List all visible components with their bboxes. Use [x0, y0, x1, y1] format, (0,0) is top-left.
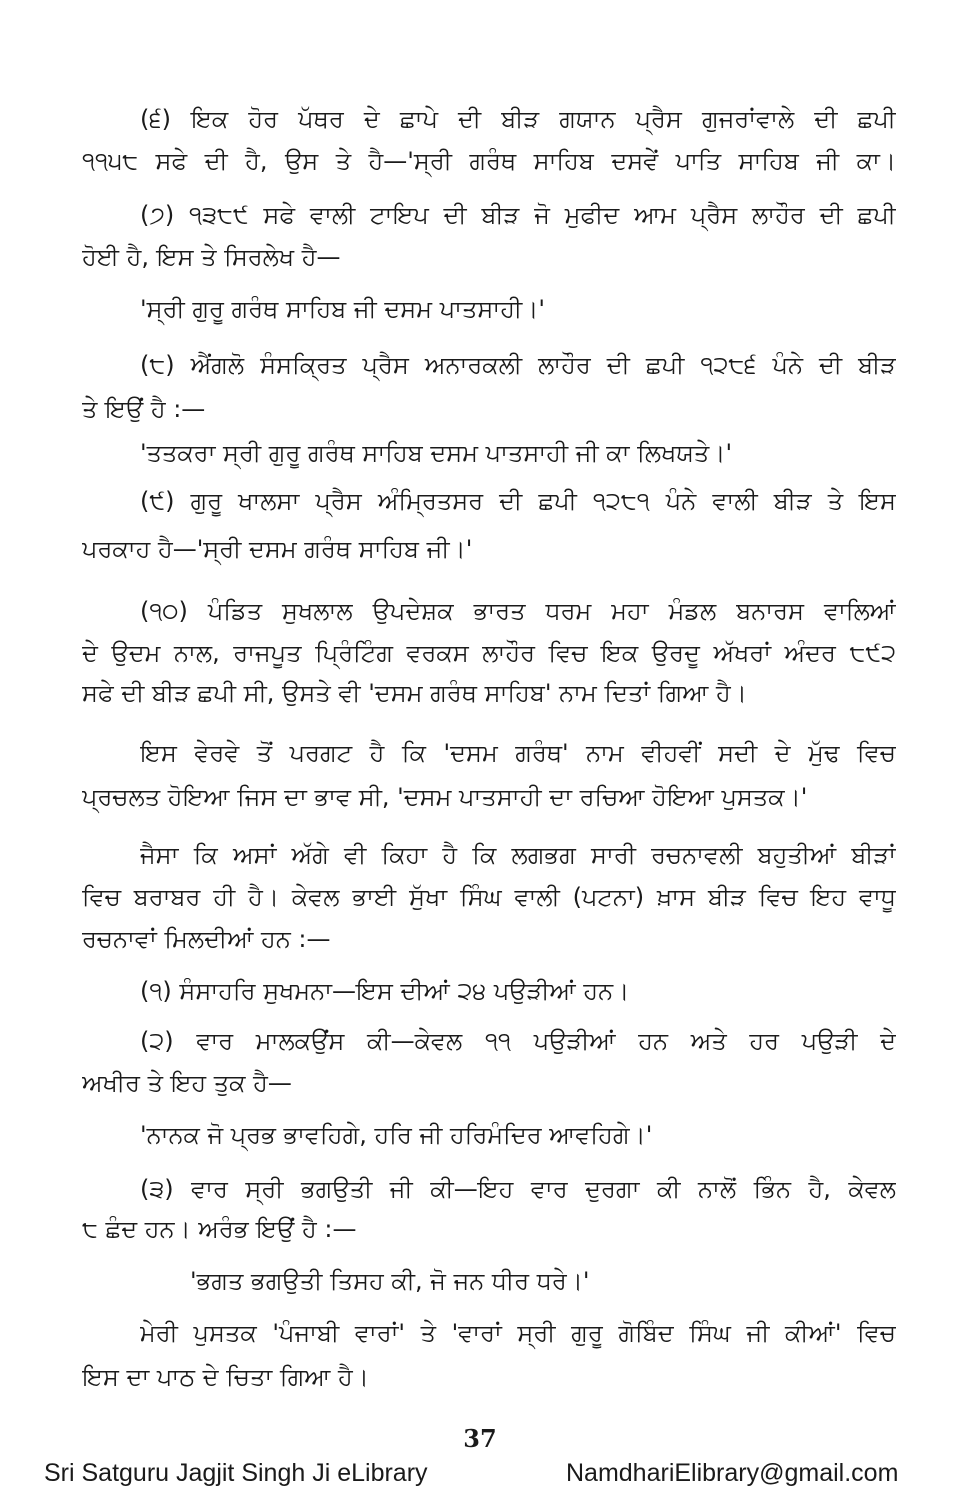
list-item-2-line-2: ਅਖੀਰ ਤੇ ਇਹ ਤੁਕ ਹੈ— — [82, 1069, 292, 1097]
paragraph-8-line-2: ਤੇ ਇਉਂ ਹੈ :— — [82, 395, 206, 423]
list-item-3-quote: 'ਭਗਤ ਭਗਉਤੀ ਤਿਸਹ ਕੀ, ਜੋ ਜਨ ਧੀਰ ਧਰੇ।' — [190, 1267, 590, 1295]
additions-line-2: ਵਿਚ ਬਰਾਬਰ ਹੀ ਹੈ। ਕੇਵਲ ਭਾਈ ਸੁੱਖਾ ਸਿੰਘ ਵਾਲੀ (ਪਟਨਾ) ਖ਼ਾਸ ਬੀੜ ਵਿਚ ਇਹ ਵਾਧੂ — [82, 883, 896, 911]
list-item-3-line-1: (੩) ਵਾਰ ਸ੍ਰੀ ਭਗਉਤੀ ਜੀ ਕੀ—ਇਹ ਵਾਰ ਦੁਰਗਾ ਕੀ ਨਾਲੋਂ ਭਿੰਨ ਹੈ, ਕੇਵਲ — [140, 1175, 896, 1203]
closing-line-2: ਇਸ ਦਾ ਪਾਠ ਦੇ ਚਿਤਾ ਗਿਆ ਹੈ। — [82, 1363, 369, 1391]
footer-library-name: Sri Satguru Jagjit Singh Ji eLibrary — [44, 1459, 428, 1487]
paragraph-6-line-1: (੬) ਇਕ ਹੋਰ ਪੱਥਰ ਦੇ ਛਾਪੇ ਦੀ ਬੀੜ ਗਯਾਨ ਪ੍ਰੈਸ ਗੁਜਰਾਂਵਾਲੇ ਦੀ ਛਪੀ — [140, 105, 896, 133]
paragraph-10-line-3: ਸਫੇ ਦੀ ਬੀੜ ਛਪੀ ਸੀ, ਉਸਤੇ ਵੀ 'ਦਸਮ ਗਰੰਥ ਸਾਹਿਬ' ਨਾਮ ਦਿਤਾਂ ਗਿਆ ਹੈ। — [82, 679, 747, 707]
closing-line-1: ਮੇਰੀ ਪੁਸਤਕ 'ਪੰਜਾਬੀ ਵਾਰਾਂ' ਤੇ 'ਵਾਰਾਂ ਸ੍ਰੀ ਗੁਰੂ ਗੋਬਿੰਦ ਸਿੰਘ ਜੀ ਕੀਆਂ' ਵਿਚ — [140, 1319, 896, 1347]
list-item-1: (੧) ਸੰਸਾਹਰਿ ਸੁਖਮਨਾ—ਇਸ ਦੀਆਂ ੨੪ ਪਉੜੀਆਂ ਹਨ। — [140, 977, 630, 1005]
paragraph-10-line-2: ਦੇ ਉਦਮ ਨਾਲ, ਰਾਜਪੂਤ ਪ੍ਰਿੰਟਿੰਗ ਵਰਕਸ ਲਾਹੌਰ ਵਿਚ ਇਕ ਉਰਦੂ ਅੱਖਰਾਂ ਅੰਦਰ ੮੯੨ — [82, 639, 896, 667]
summary-line-2: ਪ੍ਰਚਲਤ ਹੋਇਆ ਜਿਸ ਦਾ ਭਾਵ ਸੀ, 'ਦਸਮ ਪਾਤਸਾਹੀ ਦਾ ਰਚਿਆ ਹੋਇਆ ਪੁਸਤਕ।' — [82, 783, 808, 811]
footer-email: NamdhariElibrary@gmail.com — [566, 1459, 899, 1487]
list-item-2-line-1: (੨) ਵਾਰ ਮਾਲਕਉਂਸ ਕੀ—ਕੇਵਲ ੧੧ ਪਉੜੀਆਂ ਹਨ ਅਤੇ ਹਰ ਪਉੜੀ ਦੇ — [140, 1027, 896, 1055]
paragraph-10-line-1: (੧੦) ਪੰਡਿਤ ਸੁਖਲਾਲ ਉਪਦੇਸ਼ਕ ਭਾਰਤ ਧਰਮ ਮਹਾ ਮੰਡਲ ਬਨਾਰਸ ਵਾਲਿਆਂ — [140, 597, 896, 625]
paragraph-7-line-2: ਹੋਈ ਹੈ, ਇਸ ਤੇ ਸਿਰਲੇਖ ਹੈ— — [82, 243, 341, 271]
page-number: 37 — [463, 1424, 497, 1453]
additions-line-1: ਜੈਸਾ ਕਿ ਅਸਾਂ ਅੱਗੇ ਵੀ ਕਿਹਾ ਹੈ ਕਿ ਲਗਭਗ ਸਾਰੀ ਰਚਨਾਵਲੀ ਬਹੁਤੀਆਂ ਬੀੜਾਂ — [140, 841, 896, 869]
paragraph-8-quote: 'ਤਤਕਰਾ ਸ੍ਰੀ ਗੁਰੂ ਗਰੰਥ ਸਾਹਿਬ ਦਸਮ ਪਾਤਸਾਹੀ ਜੀ ਕਾ ਲਿਖਯਤੇ।' — [140, 439, 733, 467]
list-item-3-line-2: ੮ ਛੰਦ ਹਨ। ਅਰੰਭ ਇਉਂ ਹੈ :— — [82, 1215, 357, 1243]
paragraph-8-line-1: (੮) ਐਂਗਲੋ ਸੰਸਕ੍ਰਿਤ ਪ੍ਰੈਸ ਅਨਾਰਕਲੀ ਲਾਹੌਰ ਦੀ ਛਪੀ ੧੨੮੬ ਪੰਨੇ ਦੀ ਬੀੜ — [140, 351, 896, 379]
paragraph-9-line-2: ਪਰਕਾਹ ਹੈ—'ਸ੍ਰੀ ਦਸਮ ਗਰੰਥ ਸਾਹਿਬ ਜੀ।' — [82, 535, 473, 563]
summary-line-1: ਇਸ ਵੇਰਵੇ ਤੋਂ ਪਰਗਟ ਹੈ ਕਿ 'ਦਸਮ ਗਰੰਥ' ਨਾਮ ਵੀਹਵੀਂ ਸਦੀ ਦੇ ਮੁੱਢ ਵਿਚ — [140, 739, 896, 767]
list-item-2-quote: 'ਨਾਨਕ ਜੋ ਪ੍ਰਭ ਭਾਵਹਿਗੇ, ਹਰਿ ਜੀ ਹਰਿਮੰਦਿਰ ਆਵਹਿਗੇ।' — [140, 1121, 653, 1149]
paragraph-9-line-1: (੯) ਗੁਰੂ ਖਾਲਸਾ ਪ੍ਰੈਸ ਅੰਮ੍ਰਿਤਸਰ ਦੀ ਛਪੀ ੧੨੮੧ ਪੰਨੇ ਵਾਲੀ ਬੀੜ ਤੇ ਇਸ — [140, 487, 896, 515]
paragraph-7-quote: 'ਸ੍ਰੀ ਗੁਰੂ ਗਰੰਥ ਸਾਹਿਬ ਜੀ ਦਸਮ ਪਾਤਸਾਹੀ।' — [140, 295, 545, 323]
paragraph-7-line-1: (੭) ੧੩੮੯ ਸਫੇ ਵਾਲੀ ਟਾਇਪ ਦੀ ਬੀੜ ਜੋ ਮੁਫੀਦ ਆਮ ਪ੍ਰੈਸ ਲਾਹੌਰ ਦੀ ਛਪੀ — [140, 201, 896, 229]
paragraph-6-line-2: ੧੧੫੮ ਸਫੇ ਦੀ ਹੈ, ਉਸ ਤੇ ਹੈ—'ਸ੍ਰੀ ਗਰੰਥ ਸਾਹਿਬ ਦਸਵੇਂ ਪਾਤਿ ਸਾਹਿਬ ਜੀ ਕਾ। — [82, 147, 896, 175]
additions-line-3: ਰਚਨਾਵਾਂ ਮਿਲਦੀਆਂ ਹਨ :— — [82, 925, 331, 953]
